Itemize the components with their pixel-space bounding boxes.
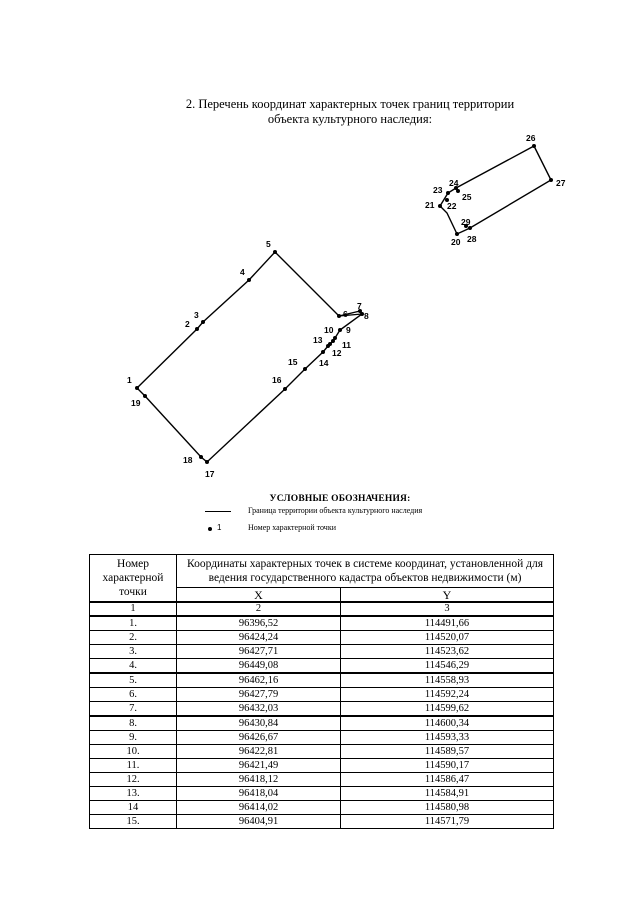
y-coordinate-cell: 114592,24 [341, 688, 554, 702]
table-row [90, 659, 554, 674]
point-13 [326, 344, 330, 348]
label-point-6: 6 [343, 309, 348, 319]
legend-title: УСЛОВНЫЕ ОБОЗНАЧЕНИЯ: [269, 494, 411, 504]
table-row [90, 787, 554, 801]
label-point-21: 21 [425, 200, 435, 210]
label-point-14: 14 [319, 358, 329, 368]
label-point-24: 24 [449, 178, 459, 188]
table-row [90, 673, 554, 688]
point-17 [205, 460, 209, 464]
x-coordinate-cell: 96404,91 [177, 815, 341, 829]
heading-line-1: 2. Перечень координат характерных точек границ территории [185, 97, 515, 111]
point-6 [337, 314, 341, 318]
legend-boundary-symbol [205, 511, 231, 512]
point-number-cell: 12. [90, 773, 177, 787]
point-14 [321, 350, 325, 354]
label-point-7: 7 [357, 301, 362, 311]
point-number-cell: 13. [90, 787, 177, 801]
x-coordinate-cell: 96432,03 [177, 702, 341, 717]
point-number-cell: 1. [90, 616, 177, 631]
label-point-26: 26 [526, 133, 536, 143]
label-point-10: 10 [324, 325, 334, 335]
point-3 [201, 320, 205, 324]
x-coordinate-cell: 96424,24 [177, 631, 341, 645]
point-5 [273, 250, 277, 254]
point-number-cell: 14 [90, 801, 177, 815]
point-18 [199, 455, 203, 459]
column-number: 1 [90, 602, 177, 616]
label-point-9: 9 [346, 325, 351, 335]
y-coordinate-cell: 114491,66 [341, 616, 554, 631]
label-point-22: 22 [447, 201, 457, 211]
table-row [90, 759, 554, 773]
point-number-cell: 15. [90, 815, 177, 829]
label-point-16: 16 [272, 375, 282, 385]
column-number: 3 [341, 602, 554, 616]
x-coordinate-cell: 96422,81 [177, 745, 341, 759]
point-number-header: Номер характерной точки [90, 555, 177, 603]
point-number-cell: 8. [90, 716, 177, 731]
y-coordinate-cell: 114590,17 [341, 759, 554, 773]
label-point-13: 13 [313, 335, 323, 345]
y-coordinate-cell: 114558,93 [341, 673, 554, 688]
label-point-12: 12 [332, 348, 342, 358]
point-number-cell: 7. [90, 702, 177, 717]
x-header: X [177, 588, 341, 603]
y-coordinate-cell: 114571,79 [341, 815, 554, 829]
table-header-row [90, 555, 554, 588]
x-coordinate-cell: 96449,08 [177, 659, 341, 674]
point-16 [283, 387, 287, 391]
y-header: Y [341, 588, 554, 603]
table-row [90, 773, 554, 787]
x-coordinate-cell: 96427,71 [177, 645, 341, 659]
coordinates-table [89, 554, 554, 829]
table-row [90, 745, 554, 759]
table-row [90, 616, 554, 631]
label-point-4: 4 [240, 267, 245, 277]
label-point-8: 8 [364, 311, 369, 321]
table-row [90, 645, 554, 659]
label-point-23: 23 [433, 185, 443, 195]
label-point-27: 27 [556, 178, 566, 188]
y-coordinate-cell: 114593,33 [341, 731, 554, 745]
table-row [90, 702, 554, 717]
legend-point-symbol [208, 527, 212, 531]
label-point-17: 17 [205, 469, 215, 479]
table-row [90, 731, 554, 745]
point-21 [438, 204, 442, 208]
point-25 [456, 189, 460, 193]
point-19 [143, 394, 147, 398]
point-number-cell: 5. [90, 673, 177, 688]
legend-point-number: 1 [217, 523, 222, 532]
label-point-18: 18 [183, 455, 193, 465]
point-2 [195, 327, 199, 331]
label-point-19: 19 [131, 398, 141, 408]
main-boundary-line [137, 252, 362, 462]
x-coordinate-cell: 96427,79 [177, 688, 341, 702]
point-number-cell: 11. [90, 759, 177, 773]
point-11 [331, 339, 335, 343]
table-row [90, 801, 554, 815]
label-point-11: 11 [342, 340, 351, 350]
label-point-1: 1 [127, 375, 132, 385]
label-point-2: 2 [185, 319, 190, 329]
y-coordinate-cell: 114546,29 [341, 659, 554, 674]
label-point-20: 20 [451, 237, 461, 247]
heading-line-2: объекта культурного наследия: [267, 112, 433, 126]
point-26 [532, 144, 536, 148]
table-row [90, 716, 554, 731]
point-4 [247, 278, 251, 282]
point-23 [446, 191, 450, 195]
table-row [90, 688, 554, 702]
x-coordinate-cell: 96414,02 [177, 801, 341, 815]
table-row [90, 815, 554, 829]
boundary-points [135, 144, 553, 464]
y-coordinate-cell: 114589,57 [341, 745, 554, 759]
point-number-cell: 6. [90, 688, 177, 702]
label-point-3: 3 [194, 310, 199, 320]
point-15 [303, 367, 307, 371]
point-labels [127, 133, 566, 479]
column-number: 2 [177, 602, 341, 616]
label-point-15: 15 [288, 357, 298, 367]
point-9 [338, 328, 342, 332]
point-number-cell: 2. [90, 631, 177, 645]
point-1 [135, 386, 139, 390]
x-coordinate-cell: 96426,67 [177, 731, 341, 745]
label-point-25: 25 [462, 192, 472, 202]
y-coordinate-cell: 114580,98 [341, 801, 554, 815]
point-20 [455, 232, 459, 236]
label-point-5: 5 [266, 239, 271, 249]
legend-boundary-label: Граница территории объекта культурного наследия [248, 506, 423, 515]
point-number-cell: 4. [90, 659, 177, 674]
table-row [90, 631, 554, 645]
x-coordinate-cell: 96421,49 [177, 759, 341, 773]
x-coordinate-cell: 96462,16 [177, 673, 341, 688]
point-27 [549, 178, 553, 182]
x-coordinate-cell: 96418,12 [177, 773, 341, 787]
y-coordinate-cell: 114600,34 [341, 716, 554, 731]
x-coordinate-cell: 96396,52 [177, 616, 341, 631]
column-number-row [90, 602, 554, 616]
x-coordinate-cell: 96430,84 [177, 716, 341, 731]
point-number-cell: 9. [90, 731, 177, 745]
point-number-cell: 10. [90, 745, 177, 759]
point-number-cell: 3. [90, 645, 177, 659]
legend-point-label: Номер характерной точки [248, 523, 336, 532]
y-coordinate-cell: 114599,62 [341, 702, 554, 717]
y-coordinate-cell: 114520,07 [341, 631, 554, 645]
coordinates-header: Координаты характерных точек в системе координат, установленной для ведения государственного кадастра объектов недвижимости (м) [177, 555, 554, 588]
label-point-29: 29 [461, 217, 471, 227]
y-coordinate-cell: 114523,62 [341, 645, 554, 659]
y-coordinate-cell: 114586,47 [341, 773, 554, 787]
label-point-28: 28 [467, 234, 477, 244]
x-coordinate-cell: 96418,04 [177, 787, 341, 801]
y-coordinate-cell: 114584,91 [341, 787, 554, 801]
